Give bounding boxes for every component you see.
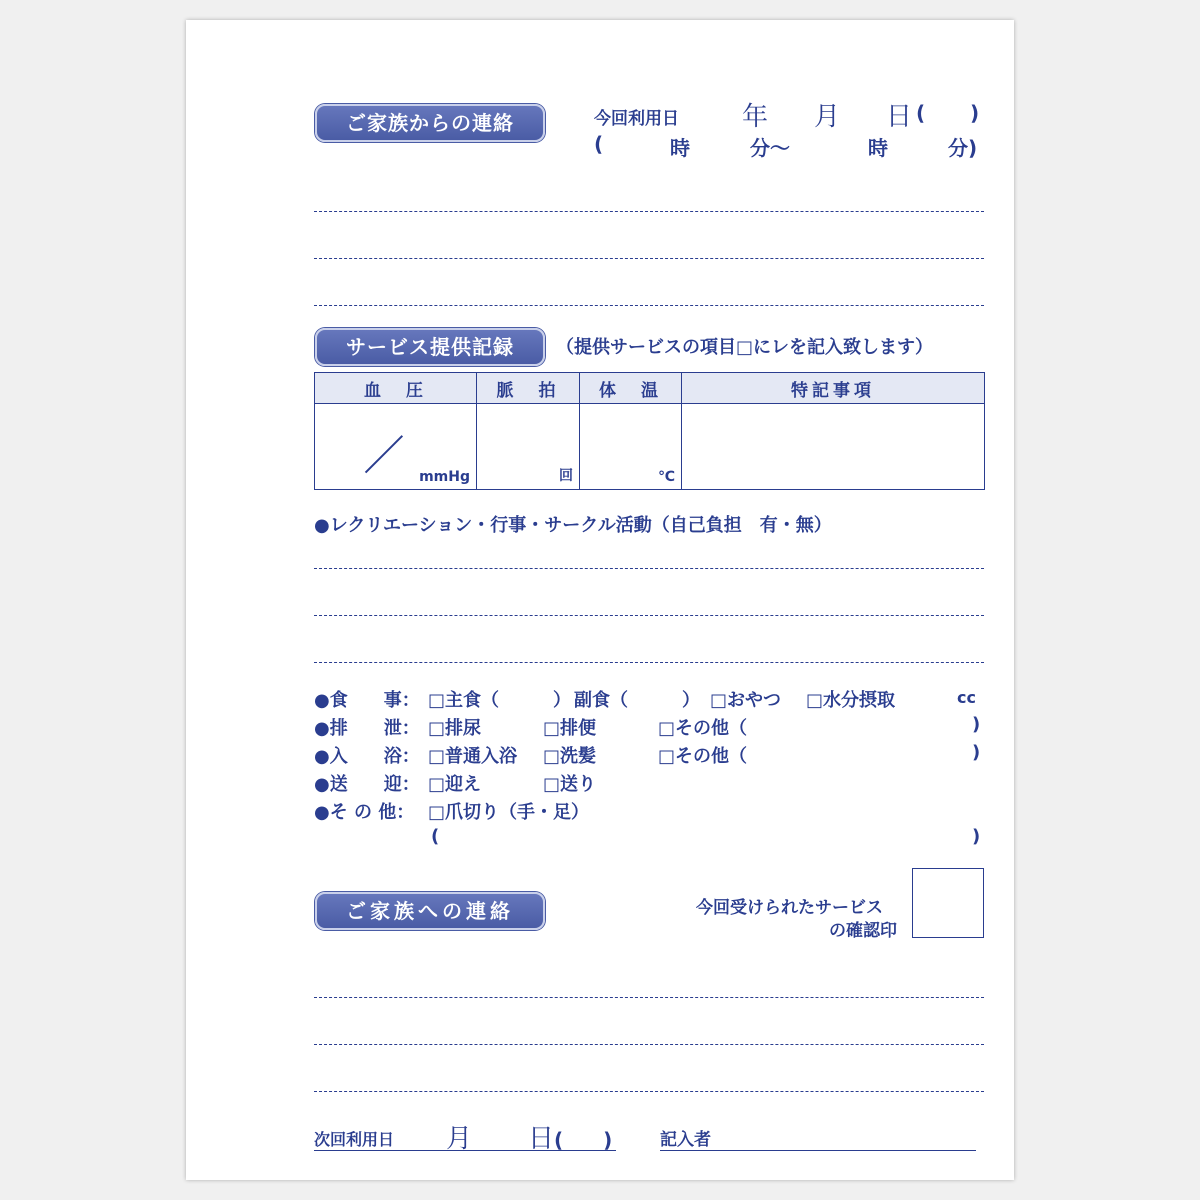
next-month-label: 月 [446,1124,473,1154]
hair-wash-checkbox[interactable]: □洗髪 [543,746,597,767]
confirmation-stamp-box[interactable] [912,868,984,938]
next-date-underline[interactable] [314,1150,616,1151]
writing-line[interactable] [314,258,984,259]
weekday-paren-close: ) [970,101,980,125]
temperature-cell[interactable] [580,404,682,490]
usage-date-label: 今回利用日 [594,109,679,129]
snack-checkbox[interactable]: □おやつ [710,690,782,711]
meal-side-checkbox[interactable]: 副食（ ） [574,690,700,711]
end-minute-label: 分) [948,136,978,160]
cc-unit: cc [957,688,976,707]
blood-pressure-cell[interactable] [315,404,477,490]
next-day-label: 日 [528,1124,555,1154]
form-sheet [186,20,1014,1180]
family-contact-header: ご家族からの連絡 [315,104,545,142]
meal-label: ●食 事： [314,690,420,711]
urination-checkbox[interactable]: □排尿 [428,718,482,739]
recorder-label: 記入者 [660,1130,711,1150]
writing-line[interactable] [314,997,984,998]
water-intake-checkbox[interactable]: □水分摂取 [806,690,896,711]
blood-pressure-header: 血 圧 [315,373,477,404]
writing-line[interactable] [314,211,984,212]
temperature-header: 体 温 [580,373,682,404]
service-record-note: （提供サービスの項目□にレを記入致します） [556,337,934,358]
day-label: 日 [886,102,913,132]
writing-line[interactable] [314,662,984,663]
meal-row [314,686,420,712]
writing-line[interactable] [314,615,984,616]
other-label: ●そ の 他： [314,802,415,823]
pulse-header: 脈 拍 [477,373,580,404]
bath-paren-close: ) [972,742,981,763]
transport-label: ●送 迎： [314,774,420,795]
writing-line[interactable] [314,1044,984,1045]
special-notes-header: 特記事項 [682,373,985,404]
nail-cut-checkbox[interactable]: □爪切り（手・足） [428,802,590,823]
meal-main-checkbox[interactable]: □主食（ ） [428,690,572,711]
other-paren-close: ) [972,826,981,847]
confirm-label-line2: の確認印 [829,921,897,941]
pulse-unit: 回 [559,468,573,484]
year-label: 年 [742,102,769,132]
recorder-underline[interactable] [660,1150,976,1151]
to-family-header: ご家族への連絡 [315,892,545,930]
special-notes-cell[interactable] [682,404,985,490]
excretion-label: ●排 泄： [314,718,420,739]
writing-line[interactable] [314,568,984,569]
excretion-other-checkbox[interactable]: □その他（ [658,718,748,739]
next-weekday-paren: ( ) [554,1128,613,1152]
time-paren-open: ( [594,132,604,156]
recreation-label: ●レクリエーション・行事・サークル活動（自己負担 有・無） [314,515,832,536]
excretion-paren-close: ) [972,714,981,735]
vitals-table [314,372,985,490]
pickup-checkbox[interactable]: □迎え [428,774,482,795]
confirm-label-line1: 今回受けられたサービス [696,898,883,918]
month-label: 月 [814,102,841,132]
writing-line[interactable] [314,1091,984,1092]
mmhg-unit: mmHg [419,469,470,485]
end-hour-label: 時 [868,136,888,160]
next-usage-label: 次回利用日 [314,1130,395,1149]
weekday-paren-open: ( [916,101,926,125]
celsius-unit: ℃ [658,469,675,485]
bath-other-checkbox[interactable]: □その他（ [658,746,748,767]
start-hour-label: 時 [670,136,690,160]
dropoff-checkbox[interactable]: □送り [543,774,597,795]
start-minute-label: 分～ [750,136,790,160]
service-record-header: サービス提供記録 [315,328,545,366]
pulse-cell[interactable] [477,404,580,490]
writing-line[interactable] [314,305,984,306]
bath-label: ●入 浴： [314,746,420,767]
defecation-checkbox[interactable]: □排便 [543,718,597,739]
bp-slash [365,435,403,473]
normal-bath-checkbox[interactable]: □普通入浴 [428,746,518,767]
other-paren-open: ( [431,826,440,847]
